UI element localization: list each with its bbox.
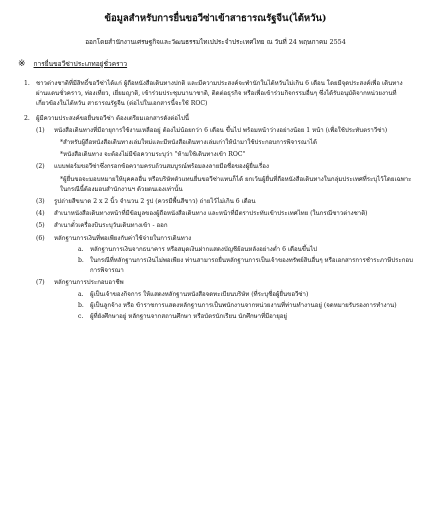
sub-sub-item-6b — [18, 256, 413, 276]
list-item-number: 2. — [24, 114, 30, 122]
sub-item-number: (7) — [36, 279, 45, 287]
list-item-number: 1. — [24, 80, 30, 87]
sub-item-text: หนังสือเดินทางที่มีอายุการใช้งานเหลืออยู่ ต้องไม่น้อยกว่า 6 เดือน ขึ้นไป พร้อมหน้าว่างอย่างน้อย 1 หน้า (เพื่อใช้ประทับตราวีซ่า) — [54, 126, 388, 134]
sub-sub-item-letter: c. — [78, 313, 84, 321]
sub-sub-item-7c — [18, 312, 413, 322]
sub-item-text: หลักฐานการประกอบอาชีพ — [54, 279, 124, 287]
sub-sub-item-7b — [18, 301, 413, 311]
sub-sub-item-letter: a. — [78, 245, 84, 253]
sub-sub-item-text: ผู้เป็นเจ้าของกิจการ ให้แสดงหลักฐานหนังสือจดทะเบียนบริษัท (ที่ระบุชื่อผู้ยื่นขอวีซ่า) — [90, 290, 309, 298]
sub-item-3 — [18, 197, 413, 207]
section-heading — [18, 59, 413, 69]
sub-item-number: (4) — [36, 210, 45, 218]
sub-sub-item-7a — [18, 290, 413, 300]
sub-item-number: (1) — [36, 126, 45, 134]
sub-item-1 — [18, 126, 413, 136]
document-title: ข้อมูลสำหรับการยื่นขอวีซ่าเข้าสาธารณรัฐจีน(ไต้หวัน) — [104, 13, 327, 24]
sub-item-7 — [18, 278, 413, 288]
note-3: *ผู้ยื่นขอจะมอบหมายให้บุคคลอื่น หรือบริษัทตัวแทนยื่นขอวีซ่าแทนก็ได้ ยกเว้นผู้ยื่นที่ถือหนังสือเดินทางในกลุ่มประเทศที่ระบุไว้โดยเฉพาะ ในกรณีนี้ต้องมอบสำนักงานฯ ด้วยตนเองเท่านั้น — [60, 175, 412, 193]
sub-item-5 — [18, 221, 413, 231]
sub-item-4 — [18, 209, 413, 219]
sub-item-text: แบบฟอร์มขอวีซ่าซึ่งกรอกข้อความครบถ้วนสมบูรณ์พร้อมลงลายมือชื่อของผู้ยื่นเรื่อง — [54, 163, 269, 171]
sub-item-number: (3) — [36, 198, 45, 206]
sub-item-number: (2) — [36, 163, 45, 171]
sub-sub-item-letter: b. — [78, 301, 84, 309]
sub-item-number: (6) — [36, 234, 45, 242]
sub-sub-item-letter: a. — [78, 290, 84, 298]
sub-item-6 — [18, 234, 413, 244]
sub-sub-item-letter: b. — [78, 257, 84, 265]
sub-sub-item-text: ผู้ที่ยังศึกษาอยู่ หลักฐานจากสถานศึกษา หรือบัตรนักเรียน นักศึกษาที่มีอายุอยู่ — [90, 313, 287, 321]
sub-item-text: สำเนาตั๋วเครื่องบินระบุวันเดินทางเข้า - ออก — [54, 222, 168, 230]
list-item-2 — [18, 114, 413, 124]
sub-item-2 — [18, 162, 413, 172]
sub-sub-item-text: ในกรณีที่หลักฐานการเงินไม่พอเพียง ท่านสามารถยื่นหลักฐานการเป็นเจ้าของทรัพย์สินอื่นๆ หรือเอกสารการชำระภาษีประกอบการพิจารณา — [90, 257, 413, 275]
sub-sub-item-6a — [18, 245, 413, 255]
sub-sub-item-text: หลักฐานการเงินจากธนาคาร หรือสมุดเงินฝากแสดงบัญชีย้อนหลังอย่างต่ำ 6 เดือนขึ้นไป — [90, 245, 318, 253]
sub-sub-item-text: ผู้เป็นลูกจ้าง หรือ ข้าราชการแสดงหลักฐานการเป็นพนักงานจากหน่วยงานที่ท่านทำงานอยู่ (จดหมายรับรองการทำงาน) — [90, 301, 397, 309]
note-1: *สำหรับผู้ถือหนังสือเดินทางเล่มใหม่และมีหนังสือเดินทางเล่มเก่าให้นำมาใช้ประกอบการพิจารณาได้ — [60, 139, 317, 147]
reference-mark-icon: ※ — [18, 59, 26, 69]
list-item-text: ผู้มีความประสงค์ขอยื่นขอวีซ่า ต้องเตรียมเอกสารดังต่อไปนี้ — [36, 114, 190, 122]
sub-item-number: (5) — [36, 222, 45, 230]
document-subtitle: ออกโดยสำนักงานเศรษฐกิจและวัฒนธรรมไทเปประจำประเทศไทย ณ วันที่ 24 พฤษภาคม 2554 — [85, 38, 346, 46]
section-heading-text: การยื่นขอวีซ่าประเภทอยู่ชั่วคราว — [33, 60, 128, 68]
list-item-1 — [18, 79, 413, 110]
sub-item-text: หลักฐานการเงินที่พอเพียงกับค่าใช้จ่ายในการเดินทาง — [54, 234, 192, 242]
sub-item-text: รูปถ่ายสีขนาด 2 x 2 นิ้ว จำนวน 2 รูป (ควรมีพื้นสีขาว) ถ่ายไว้ไม่เกิน 6 เดือน — [54, 198, 256, 206]
sub-item-text: สำเนาหนังสือเดินทางหน้าที่มีข้อมูลของผู้ถือหนังสือเดินทาง และหน้าที่มีตราประทับเข้าประเทศไทย (ในกรณีชาวต่างชาติ) — [54, 210, 368, 218]
list-item-text: ชาวต่างชาติที่มีสิทธิ์ขอวีซ่าได้แก่ ผู้ถือหนังสือเดินทางปกติ และมีความประสงค์จะพำนักในไต้หวันไม่เกิน 6 เดือน โดยมีจุดประสงค์เพื่อ เดินทางผ่านแดนชั่วคราว, ท่องเที่ยว, เยี่ยมญาติ, เข้าร่วมประชุมนานาชาติ, ติดต่อธุรกิจ หรือเพื่อเข้าร่วมกิจกรรมอื่นๆ ซึ่งได้รับอนุมัติจากหน่วยงานที่เกี่ยวข้องในไต้หวัน สาธารณรัฐจีน (ต่อไปในเอกสารนี้จะใช้ ROC) — [36, 80, 403, 108]
note-2: *หนังสือเดินทาง จะต้องไม่มีข้อความระบุว่า "ห้ามใช้เดินทางเข้า ROC" — [60, 151, 246, 159]
